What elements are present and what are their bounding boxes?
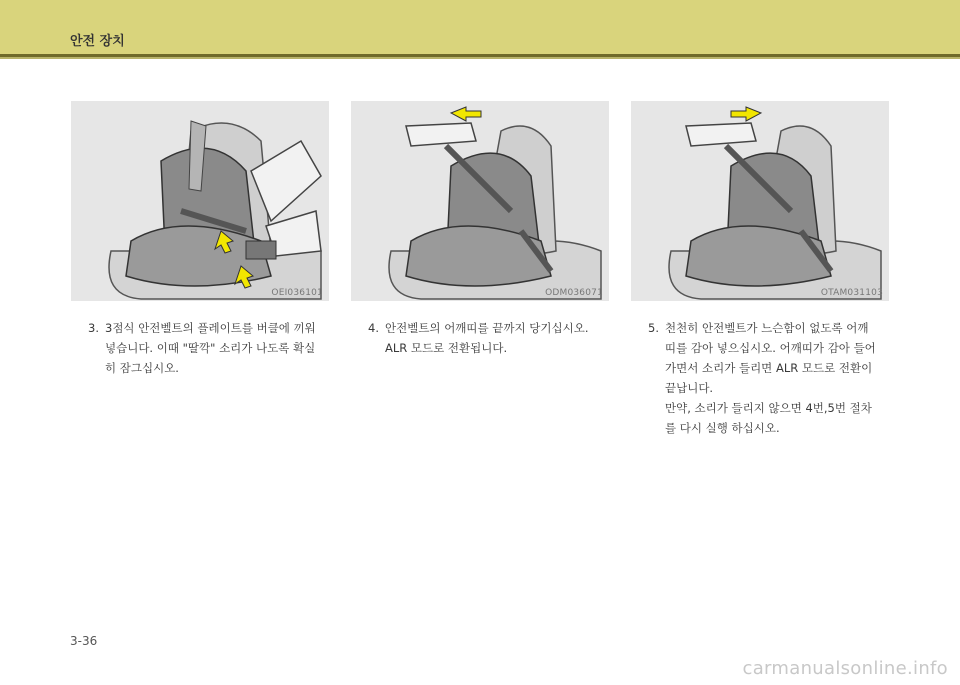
step-3-text [88,318,316,378]
figure-code: ODM036071 [545,288,603,298]
header-band [0,0,960,54]
step-line: 안전벨트의 어깨띠를 끝까지 당기십시오. [385,321,589,335]
car-seat-buckle-illustration [71,101,329,301]
step-line: 천천히 안전벨트가 느슨함이 없도록 어깨 [665,321,869,335]
step-number: 3. [88,321,99,335]
step-line: ALR 모드로 전환됩니다. [385,341,508,355]
page-number: 3-36 [70,634,98,648]
car-seat-pull-belt-illustration [351,101,609,301]
figure-code: OEI036101 [271,288,323,298]
car-seat-retract-belt-illustration [631,101,889,301]
step-4-text [368,318,588,358]
header-divider-light [0,57,960,59]
step-line: 끝납니다. [665,381,714,395]
step-number: 4. [368,321,379,335]
figure-code: OTAM031103 [820,288,883,298]
watermark: carmanualsonline.info [742,658,948,679]
step-line: 3점식 안전벨트의 플레이트를 버클에 끼워 [105,321,316,335]
step-line: 넣습니다. 이때 "딸깍" 소리가 나도록 확실 [105,341,316,355]
step-number: 5. [648,321,659,335]
section-title: 안전 장치 [70,34,125,49]
step-line: 히 잠그십시오. [105,361,179,375]
illustration-step-3 [71,101,329,301]
illustration-step-4 [351,101,609,301]
step-line: 만약, 소리가 들리지 않으면 4번,5번 절차 [665,401,872,415]
step-line: 가면서 소리가 들리면 ALR 모드로 전환이 [665,361,873,375]
illustration-step-5 [631,101,889,301]
step-line: 띠를 감아 넣으십시오. 어깨띠가 감아 들어 [665,341,876,355]
step-5-text [648,318,876,438]
step-line: 를 다시 실행 하십시오. [665,421,780,435]
